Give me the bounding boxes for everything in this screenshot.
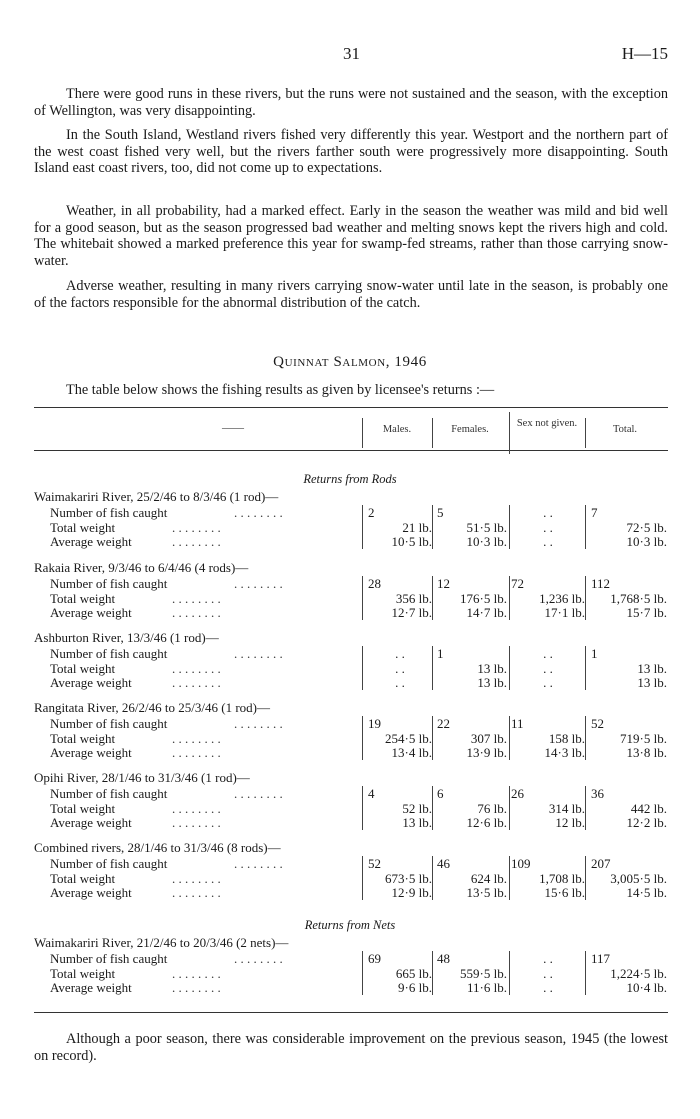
cell-males: 13 lb. (402, 815, 432, 830)
leader-dots: . . . . . . . . (172, 965, 221, 981)
cell-males: . . (395, 675, 405, 690)
cell-females: 22 (437, 716, 450, 731)
row-label: Average weight (50, 980, 132, 995)
cell-females: 12·6 lb. (466, 815, 507, 830)
cell-total: 207 (591, 856, 611, 871)
cell-sex-not-given: 109 (511, 856, 531, 871)
leader-dots: . . . . . . . . (172, 800, 221, 816)
table-row (0, 815, 700, 829)
table-title: Quinnat Salmon, 1946 (273, 354, 427, 370)
cell-males: 665 lb. (395, 965, 432, 981)
paragraph-1: There were good runs in these rivers, but the runs were not sustained and the season, with the exception of Wellington, was very disappointing. (34, 86, 668, 119)
table-top-rule (34, 407, 668, 408)
row-label: Total weight (50, 660, 116, 676)
table-row (0, 745, 700, 759)
cell-total: 112 (591, 576, 611, 591)
table-row (0, 534, 700, 548)
row-label: Total weight (50, 519, 116, 535)
row-label: Average weight (50, 745, 132, 760)
cell-sex-not-given: 14·3 lb. (544, 745, 585, 760)
column-header-total: Total. (612, 424, 638, 435)
cell-females: 12 (437, 576, 450, 591)
cell-sex-not-given: 158 lb. (548, 730, 585, 746)
cell-sex-not-given: . . (543, 534, 553, 549)
leader-dots: . . . . . . . . (172, 605, 221, 620)
table-bottom-rule (34, 1012, 668, 1013)
cell-females: 1 (437, 646, 444, 661)
cell-males: 673·5 lb. (385, 870, 432, 886)
cell-females: 6 (437, 786, 444, 801)
table-row (0, 591, 700, 605)
cell-males: 9·6 lb. (398, 980, 432, 995)
cell-total: 72·5 lb. (626, 519, 667, 535)
cell-total: 1,224·5 lb. (610, 965, 667, 981)
cell-males: 12·7 lb. (391, 605, 432, 620)
document-reference: H—15 (621, 44, 668, 63)
leader-dots: . . . . . . . . (234, 951, 283, 966)
cell-sex-not-given: . . (543, 965, 553, 981)
table-row (0, 646, 700, 660)
cell-total: 7 (591, 505, 598, 520)
leader-dots: . . . . . . . . (172, 730, 221, 746)
cell-females: 5 (437, 505, 444, 520)
table-row (0, 661, 700, 675)
column-header-females: Females. (451, 424, 489, 435)
river-heading: Waimakariri River, 21/2/46 to 20/3/46 (2 nets)— (34, 935, 289, 950)
column-header-sex-not-given: Sex not given. (516, 418, 578, 429)
cell-males: 254·5 lb. (385, 730, 432, 746)
header-rule-0 (362, 418, 363, 448)
table-intro: The table below shows the fishing results as given by licensee's returns :— (66, 382, 495, 398)
leader-dots: . . . . . . . . (172, 590, 221, 606)
row-label: Number of fish caught (50, 646, 168, 661)
cell-total: 52 (591, 716, 604, 731)
row-label: Number of fish caught (50, 786, 168, 801)
cell-males: 21 lb. (402, 519, 432, 535)
row-label: Number of fish caught (50, 716, 168, 731)
cell-total: 36 (591, 786, 604, 801)
cell-females: 13 lb. (477, 660, 507, 676)
cell-females: 48 (437, 951, 450, 966)
table-row (0, 980, 700, 994)
section-title: Returns from Nets (304, 918, 396, 932)
stub-header: —— (222, 422, 244, 434)
cell-males: 52 lb. (402, 800, 432, 816)
table-row (0, 966, 700, 980)
cell-females: 51·5 lb. (466, 519, 507, 535)
cell-females: 13 lb. (477, 675, 507, 690)
cell-total: 15·7 lb. (626, 605, 667, 620)
leader-dots: . . . . . . . . (172, 660, 221, 676)
table-row (0, 885, 700, 899)
cell-males: 69 (368, 951, 381, 966)
river-heading: Opihi River, 28/1/46 to 31/3/46 (1 rod)— (34, 770, 250, 785)
row-label: Number of fish caught (50, 951, 168, 966)
cell-total: 14·5 lb. (626, 885, 667, 900)
header-rule-2 (509, 412, 510, 454)
leader-dots: . . . . . . . . (172, 815, 221, 830)
cell-males: 356 lb. (395, 590, 432, 606)
table-row (0, 786, 700, 800)
row-label: Number of fish caught (50, 576, 168, 591)
cell-females: 10·3 lb. (466, 534, 507, 549)
header-rule-1 (432, 418, 433, 448)
paragraph-2: In the South Island, Westland rivers fished very differently this year. Westport and the northern part of the west coast fished very well, but the rivers farther south were progressively more disappointing. South Island east coast rivers, too, did not come up to expectations. (34, 127, 668, 177)
cell-sex-not-given: 11 (511, 716, 524, 731)
table-row (0, 871, 700, 885)
row-label: Average weight (50, 815, 132, 830)
river-heading: Rakaia River, 9/3/46 to 6/4/46 (4 rods)— (34, 560, 249, 575)
cell-sex-not-given: . . (543, 519, 553, 535)
cell-total: 1,768·5 lb. (610, 590, 667, 606)
table-row (0, 505, 700, 519)
cell-sex-not-given: 1,708 lb. (539, 870, 585, 886)
table-header-rule (34, 450, 668, 451)
cell-sex-not-given: 26 (511, 786, 524, 801)
cell-total: 13·8 lb. (626, 745, 667, 760)
cell-total: 10·4 lb. (626, 980, 667, 995)
cell-total: 117 (591, 951, 611, 966)
cell-sex-not-given: 12 lb. (555, 815, 585, 830)
cell-sex-not-given: . . (543, 505, 553, 520)
river-heading: Rangitata River, 26/2/46 to 25/3/46 (1 rod)— (34, 700, 270, 715)
cell-sex-not-given: 1,236 lb. (539, 590, 585, 606)
cell-sex-not-given: 15·6 lb. (544, 885, 585, 900)
row-label: Number of fish caught (50, 505, 168, 520)
leader-dots: . . . . . . . . (172, 534, 221, 549)
leader-dots: . . . . . . . . (172, 870, 221, 886)
row-label: Total weight (50, 870, 116, 886)
header-rule-3 (585, 418, 586, 448)
row-label: Total weight (50, 730, 116, 746)
page-header (0, 44, 700, 64)
cell-females: 13·9 lb. (466, 745, 507, 760)
paragraph-4: Adverse weather, resulting in many rivers carrying snow-water until late in the season, is probably one of the factors responsible for the abnormal distribution of the catch. (34, 278, 668, 311)
row-label: Total weight (50, 965, 116, 981)
cell-males: . . (395, 660, 405, 676)
leader-dots: . . . . . . . . (234, 576, 283, 591)
row-label: Number of fish caught (50, 856, 168, 871)
cell-females: 14·7 lb. (466, 605, 507, 620)
cell-females: 46 (437, 856, 450, 871)
cell-males: 4 (368, 786, 375, 801)
cell-males: . . (395, 646, 405, 661)
paragraph-3: Weather, in all probability, had a marked effect. Early in the season the weather was mild and bid well for a good season, but as the season progressed bad weather and melting snows kept the rivers high and cold. The whitebait showed a marked preference this year for swamp-fed streams, rather than those carrying snow-water. (34, 203, 668, 269)
cell-females: 11·6 lb. (467, 980, 507, 995)
table-row (0, 951, 700, 965)
column-header-males: Males. (382, 424, 412, 435)
cell-total: 3,005·5 lb. (610, 870, 667, 886)
cell-total: 12·2 lb. (626, 815, 667, 830)
cell-total: 10·3 lb. (626, 534, 667, 549)
cell-sex-not-given: . . (543, 646, 553, 661)
table-row (0, 576, 700, 590)
leader-dots: . . . . . . . . (234, 646, 283, 661)
table-row (0, 605, 700, 619)
table-row (0, 801, 700, 815)
leader-dots: . . . . . . . . (172, 675, 221, 690)
leader-dots: . . . . . . . . (234, 505, 283, 520)
table-row (0, 675, 700, 689)
cell-total: 13 lb. (637, 660, 667, 676)
river-heading: Ashburton River, 13/3/46 (1 rod)— (34, 630, 219, 645)
row-label: Total weight (50, 590, 116, 606)
leader-dots: . . . . . . . . (172, 745, 221, 760)
cell-males: 13·4 lb. (391, 745, 432, 760)
leader-dots: . . . . . . . . (172, 885, 221, 900)
cell-males: 2 (368, 505, 375, 520)
row-label: Average weight (50, 885, 132, 900)
cell-females: 307 lb. (470, 730, 507, 746)
cell-total: 719·5 lb. (620, 730, 667, 746)
leader-dots: . . . . . . . . (234, 716, 283, 731)
leader-dots: . . . . . . . . (172, 519, 221, 535)
table-row (0, 716, 700, 730)
cell-sex-not-given: 72 (511, 576, 524, 591)
cell-females: 13·5 lb. (466, 885, 507, 900)
cell-sex-not-given: 17·1 lb. (544, 605, 585, 620)
table-row (0, 520, 700, 534)
cell-total: 13 lb. (637, 675, 667, 690)
cell-sex-not-given: . . (543, 675, 553, 690)
cell-males: 10·5 lb. (391, 534, 432, 549)
row-label: Average weight (50, 605, 132, 620)
cell-males: 28 (368, 576, 381, 591)
row-label: Average weight (50, 675, 132, 690)
table-row (0, 856, 700, 870)
river-heading: Combined rivers, 28/1/46 to 31/3/46 (8 rods)— (34, 840, 281, 855)
cell-sex-not-given: . . (543, 660, 553, 676)
cell-females: 176·5 lb. (460, 590, 507, 606)
cell-males: 19 (368, 716, 381, 731)
cell-total: 1 (591, 646, 598, 661)
cell-females: 624 lb. (470, 870, 507, 886)
section-title: Returns from Rods (303, 472, 397, 486)
closing-paragraph: Although a poor season, there was considerable improvement on the previous season, 1945 (the lowest on record). (34, 1031, 668, 1064)
leader-dots: . . . . . . . . (234, 786, 283, 801)
leader-dots: . . . . . . . . (234, 856, 283, 871)
cell-males: 12·9 lb. (391, 885, 432, 900)
cell-sex-not-given: 314 lb. (548, 800, 585, 816)
page-number: 31 (343, 44, 360, 63)
cell-females: 76 lb. (477, 800, 507, 816)
cell-males: 52 (368, 856, 381, 871)
river-heading: Waimakariri River, 25/2/46 to 8/3/46 (1 rod)— (34, 489, 279, 504)
row-label: Average weight (50, 534, 132, 549)
table-row (0, 731, 700, 745)
row-label: Total weight (50, 800, 116, 816)
leader-dots: . . . . . . . . (172, 980, 221, 995)
cell-females: 559·5 lb. (460, 965, 507, 981)
cell-total: 442 lb. (630, 800, 667, 816)
cell-sex-not-given: . . (543, 951, 553, 966)
cell-sex-not-given: . . (543, 980, 553, 995)
